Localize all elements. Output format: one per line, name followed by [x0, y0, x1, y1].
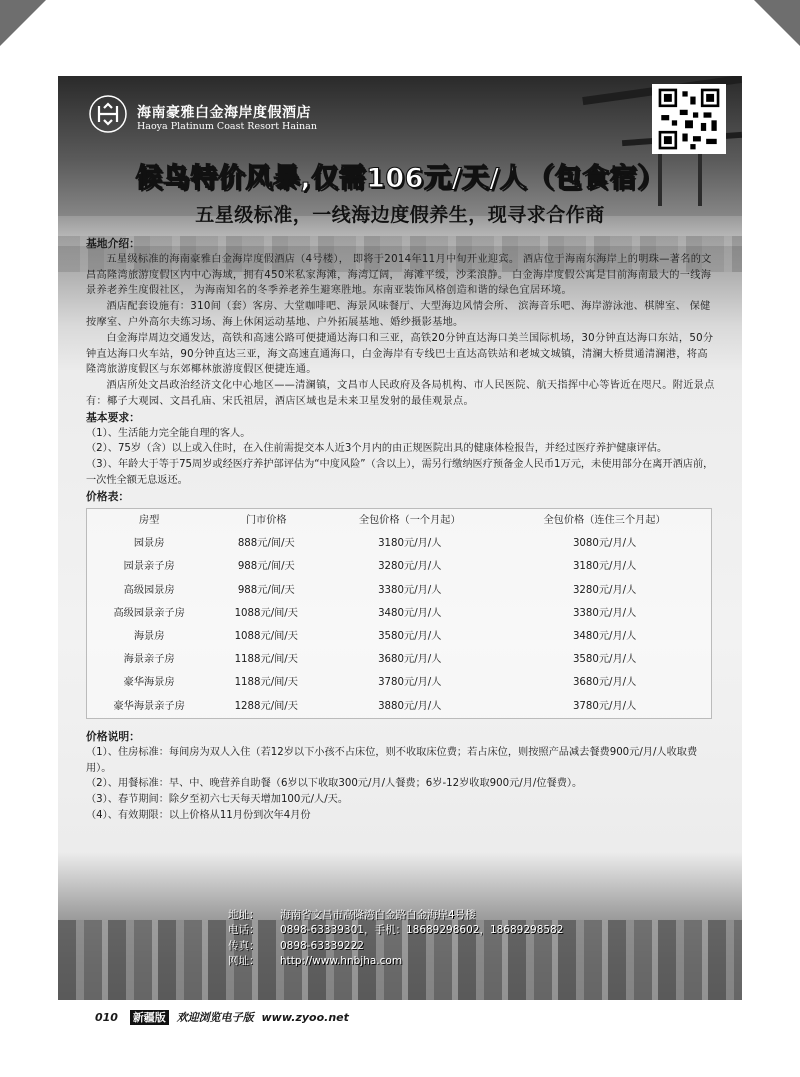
column-header: 门市价格: [245, 514, 287, 526]
brand-name-en: Haoya Platinum Coast Resort Hainan: [137, 121, 317, 132]
table-cell: 888元/间/天: [237, 538, 295, 550]
table-cell: 3680元/月/人: [572, 677, 637, 689]
contact-address: [228, 908, 668, 923]
table-row: [87, 672, 712, 695]
table-row: [87, 648, 712, 671]
edition-badge: 新疆版: [130, 1010, 169, 1025]
table-cell: 园景亲子房: [123, 561, 175, 573]
footer-site-link[interactable]: www.zyoo.net: [261, 1011, 349, 1024]
price-table: [86, 508, 712, 720]
table-cell: 3480元/月/人: [572, 630, 637, 642]
table-cell: 988元/间/天: [237, 561, 295, 573]
table-row: [87, 602, 712, 625]
table-cell: 1188元/间/天: [234, 654, 298, 666]
address-value: 海南省文昌市高隆湾白金路白金海岸4号楼: [280, 909, 476, 921]
page-number: 010: [95, 1011, 118, 1024]
contact-label: 网址：: [228, 955, 260, 968]
table-cell: 园景房: [133, 538, 165, 550]
subheadline: 五星级标准，一线海边度假养生，现寻求合作商: [195, 204, 605, 226]
price-notes-heading: 价格说明：: [86, 730, 140, 744]
contact-fax: [228, 939, 668, 954]
intro-paragraph: 酒店所处文昌政治经济文化中心地区——清澜镇，文昌市人民政府及各局机构、市人民医院、航天指挥中心等皆近在咫尺。附近景点有：椰子大观园、文昌孔庙、宋氏祖居，酒店区域也是未来卫星发射的最佳观景点。: [86, 380, 715, 407]
column-header: 全包价格（连住三个月起）: [543, 514, 666, 526]
requirement-item: （2）、75岁（含）以上或入住时，在入住前需提交本人近3个月内的由正规医院出具的健康体检报告，并经过医疗养护健康评估。: [86, 443, 668, 455]
requirements-heading: 基本要求：: [86, 410, 140, 424]
intro-paragraph: 酒店配套设施有：310间（套）客房、大堂咖啡吧、海景风味餐厅、大型海边风情会所、 滨海音乐吧、海岸游泳池、棋牌室、 保健按摩室、户外高尔夫练习场、海上休闲运动基地、户外拓展基地、婚纱摄影基地。: [86, 301, 711, 328]
table-cell: 3280元/月/人: [572, 584, 637, 596]
qr-code-icon: [652, 84, 726, 154]
table-row: [87, 556, 712, 579]
page-corner: [754, 0, 800, 46]
contact-label: 电话：: [228, 924, 260, 937]
column-header: 房型: [138, 514, 160, 526]
table-cell: 1088元/间/天: [234, 630, 298, 642]
table-cell: 3580元/月/人: [378, 630, 442, 642]
price-note-item: （1）、住房标准：每间房为双人入住（若12岁以下小孩不占床位，则不收取床位费；若占床位，则按照产品减去餐费900元/月/人收取费用）。: [86, 746, 698, 774]
table-cell: 1288元/间/天: [234, 700, 298, 712]
website-link[interactable]: http://www.hnbjha.com: [280, 955, 403, 968]
price-table-heading: 价格表：: [86, 489, 130, 503]
table-cell: 3580元/月/人: [572, 654, 637, 666]
page-corner: [0, 0, 46, 46]
table-cell: 3180元/月/人: [378, 538, 442, 550]
phone-value: 0898-63339301，手机：18689298602，18689298582: [280, 924, 564, 937]
table-cell: 高级园景亲子房: [113, 607, 185, 619]
table-cell: 3880元/月/人: [378, 700, 442, 712]
table-cell: 3780元/月/人: [572, 700, 637, 712]
headline: 候鸟特价风暴,仅需106元/天/人（包食宿）: [135, 163, 665, 194]
hotel-logo-icon: [88, 94, 128, 134]
table-cell: 海景亲子房: [123, 654, 175, 666]
table-cell: 1188元/间/天: [234, 677, 298, 689]
contact-label: 地址：: [228, 909, 260, 921]
table-row: [87, 625, 712, 648]
table-cell: 高级园景房: [123, 584, 175, 596]
contact-phone: [228, 923, 668, 938]
ad-body: [86, 236, 716, 824]
table-cell: 988元/间/天: [237, 584, 295, 596]
table-cell: 豪华海景亲子房: [113, 700, 185, 712]
intro-heading: 基地介绍：: [86, 237, 140, 250]
table-cell: 海景房: [133, 630, 165, 642]
table-cell: 3780元/月/人: [378, 677, 442, 689]
table-cell: 1088元/间/天: [234, 607, 298, 619]
contact-label: 传真：: [228, 939, 260, 952]
table-row: [87, 533, 712, 556]
contact-block: [228, 908, 668, 970]
price-note-item: （3）、春节期间：除夕至初六七天每天增加100元/人/天。: [86, 794, 349, 806]
price-note-item: （2）、用餐标准：早、中、晚营养自助餐（6岁以下收取300元/月/人餐费；6岁-12岁收取900元/月/位餐费）。: [86, 778, 583, 790]
table-cell: 3180元/月/人: [572, 561, 637, 573]
table-cell: 3680元/月/人: [378, 654, 442, 666]
table-cell: 3380元/月/人: [572, 607, 637, 619]
requirement-item: （1）、生活能力完全能自理的客人。: [86, 427, 251, 439]
table-row: [87, 579, 712, 602]
table-cell: 3480元/月/人: [378, 607, 442, 619]
footer-tagline: 欢迎浏览电子版: [176, 1011, 254, 1024]
table-cell: 豪华海景房: [123, 677, 175, 689]
requirement-item: （3）、年龄大于等于75周岁或经医疗养护部评估为“中度风险”（含以上），需另行缴纳医疗预备金人民币1万元，未使用部分在离开酒店前，一次性全额无息返还。: [86, 459, 714, 486]
table-cell: 3080元/月/人: [572, 538, 637, 550]
column-header: 全包价格（一个月起）: [358, 514, 461, 526]
table-cell: 3380元/月/人: [378, 584, 442, 596]
price-note-item: （4）、有效期限：以上价格从11月份到次年4月份: [86, 810, 311, 822]
ad-poster: [58, 76, 742, 1000]
brand-name-cn: 海南豪雅白金海岸度假酒店: [137, 105, 311, 121]
table-header-row: [87, 508, 712, 533]
page-footer: [95, 1009, 349, 1025]
intro-paragraph: 五星级标准的海南豪雅白金海岸度假酒店（4号楼）， 即将于2014年11月中旬开业迎宾。 酒店位于海南东海岸上的明珠—著名的文昌高隆湾旅游度假区内中心海域，拥有450米私家海滩，海湾辽阔， 海滩平缓，沙柔浪静。 白金海岸度假公寓是目前海南最大的一线海景养老养生度假社区， 为海南知名的冬季养老养生避寒胜地。东南亚装饰风格创造和谐的绿色宜居环境。: [86, 253, 712, 297]
intro-paragraph: 白金海岸周边交通发达，高铁和高速公路可便捷通达海口和三亚，高铁20分钟直达海口美兰国际机场，30分钟直达海口东站，50分钟直达海口火车站，90分钟直达三亚，海文高速直通海口，白金海岸有专线巴士直达高铁站和老城文城镇，清澜大桥贯通清澜港，将高隆湾旅游度假区与东郊椰林旅游度假区便捷连通。: [86, 332, 714, 376]
table-row: [87, 695, 712, 719]
fax-value: 0898-63339222: [280, 939, 364, 952]
table-cell: 3280元/月/人: [378, 561, 442, 573]
contact-web: [228, 954, 668, 969]
